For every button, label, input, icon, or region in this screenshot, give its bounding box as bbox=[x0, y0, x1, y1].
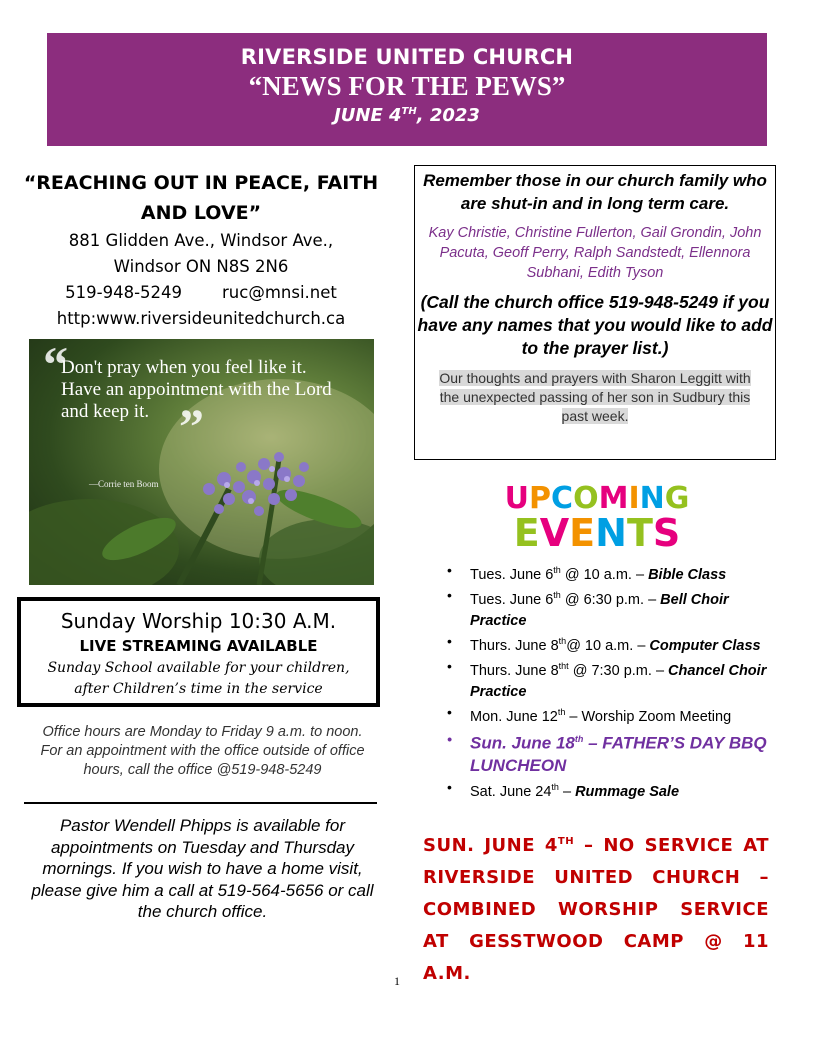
prayer-list-box bbox=[414, 165, 776, 460]
worship-box bbox=[17, 597, 380, 707]
address-line-1: 881 Glidden Ave., Windsor Ave., bbox=[68, 231, 334, 250]
worship-time: Sunday Worship 10:30 A.M. bbox=[60, 609, 337, 633]
quote-photo bbox=[29, 339, 374, 585]
phone-number: 519-948-5249 bbox=[65, 283, 183, 302]
sunday-school-note: Sunday School available for your children, after Children’s time in the service bbox=[47, 660, 350, 697]
newsletter-header bbox=[47, 33, 767, 146]
logo-line-2: EVENTS bbox=[513, 511, 681, 554]
event-item: • Thurs. June $8^{tht}$ @ 7:30 p.m. – Chancel Choir Practice bbox=[444, 656, 774, 702]
office-hours: Office hours are Monday to Friday 9 a.m. to noon. For an appointment with the office outside of office hours, call the office @519-948-5249 bbox=[40, 724, 365, 778]
contact-line bbox=[22, 280, 380, 306]
address-line-2: Windsor ON N8S 2N6 bbox=[113, 257, 289, 276]
church-name: RIVERSIDE UNITED CHURCH bbox=[240, 45, 574, 69]
newsletter-title: “NEWS FOR THE PEWS” bbox=[248, 71, 566, 101]
event-item: • Mon. June 12th – Worship Zoom Meeting bbox=[444, 702, 774, 727]
events-list bbox=[444, 560, 774, 803]
prayer-list-names: Kay Christie, Christine Fullerton, Gail Grondin, John Pacuta, Geoff Perry, Ralph Sandstedt, Ellennora Subhani, Edith Tyson bbox=[428, 225, 762, 281]
live-streaming-note: LIVE STREAMING AVAILABLE bbox=[79, 637, 318, 655]
divider bbox=[24, 802, 377, 804]
prayer-list-call: (Call the church office 519-948-5249 if you have any names that you would like to add to the prayer list.) bbox=[417, 292, 773, 358]
event-item: • Tues. June 6th @ 6:30 p.m. – Bell Choir Practice bbox=[444, 585, 774, 631]
event-item: • Sun. June 18th – FATHER’S DAY BBQ LUNCHEON bbox=[444, 728, 774, 778]
condolence-note: Our thoughts and prayers with Sharon Leggitt with the unexpected passing of her son in Sudbury this past week. bbox=[439, 370, 751, 424]
close-quote-icon: ” bbox=[179, 398, 204, 454]
event-item: • Tues. June 6th @ 10 a.m. – Bible Class bbox=[444, 560, 774, 585]
event-item: • Thurs. June 8th@ 10 a.m. – Computer Class bbox=[444, 631, 774, 656]
quote-author: —Corrie ten Boom bbox=[89, 479, 159, 489]
upcoming-events-logo bbox=[492, 478, 702, 554]
church-info bbox=[22, 168, 380, 332]
page-number: 1 bbox=[394, 974, 400, 988]
open-quote-icon: “ bbox=[43, 339, 68, 392]
church-motto: “REACHING OUT IN PEACE, FAITH AND LOVE” bbox=[23, 172, 379, 224]
email-link[interactable]: ruc@mnsi.net bbox=[222, 283, 337, 302]
newsletter-date: JUNE 4TH, 2023 bbox=[334, 105, 480, 126]
website-link[interactable]: http:www.riversideunitedchurch.ca bbox=[56, 309, 346, 328]
pastor-availability: Pastor Wendell Phipps is available for appointments on Tuesday and Thursday mornings. If you wish to have a home visit, please give him a call at 519-564-5656 or call the church office. bbox=[31, 816, 374, 921]
prayer-list-heading: Remember those in our church family who are shut-in and in long term care. bbox=[423, 171, 767, 213]
logo-line-1: UPCOMING bbox=[504, 481, 690, 516]
quote-text: Don't pray when you feel like it. Have an appointment with the Lord and keep it. bbox=[61, 357, 332, 422]
event-item: • Sat. June 24th – Rummage Sale bbox=[444, 777, 774, 802]
service-notice: SUN. JUNE 4TH – NO SERVICE AT RIVERSIDE UNITED CHURCH – COMBINED WORSHIP SERVICE AT GESSTWOOD CAMP @ 11 A.M. bbox=[423, 835, 770, 984]
